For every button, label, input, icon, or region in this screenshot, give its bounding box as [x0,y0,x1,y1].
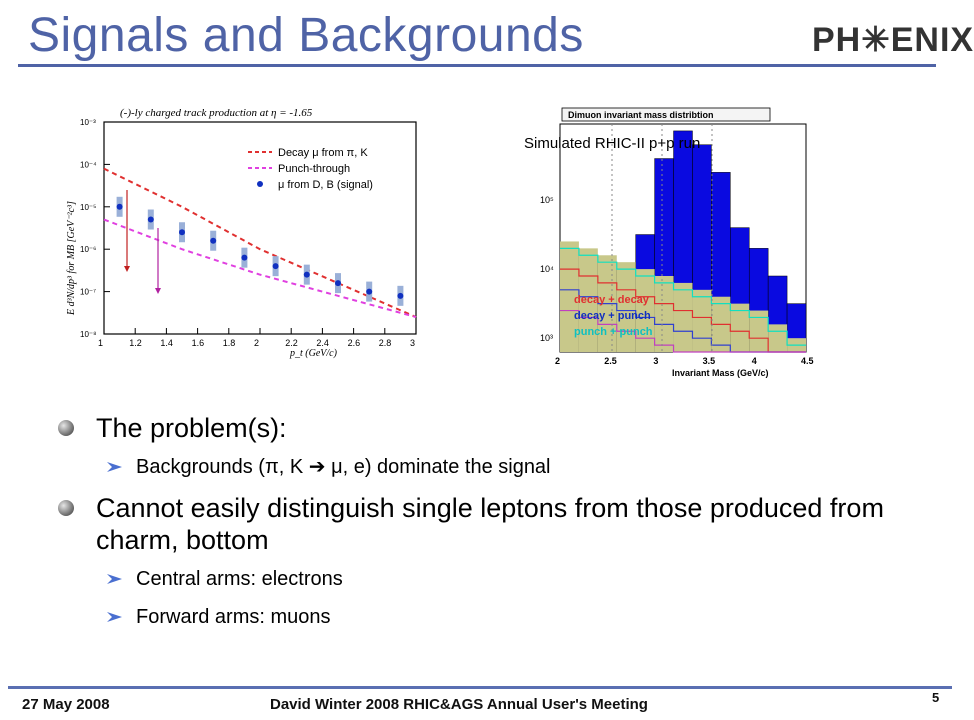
background-bin [655,276,674,352]
x-axis-label: p_t (GeV/c) [290,348,337,359]
legend-punch: Punch-through [278,163,351,175]
signal-point [117,204,123,210]
hist-y-tick-label: 10⁵ [540,195,554,205]
background-bin [617,262,636,352]
hist-annotation: Simulated RHIC-II p+p run [524,135,701,152]
arrow-bullet-icon [106,461,124,473]
footer-meeting: David Winter 2008 RHIC&AGS Annual User's Meeting [270,696,648,713]
sub-bullet-1-1: Backgrounds (π, K ➔ μ, e) dominate the signal [58,454,938,480]
bullet-1: The problem(s): [58,412,938,444]
bullet-list [58,412,938,642]
y-axis-label: E d³N/dp³ for MB [GeV⁻²c³] [66,201,77,315]
signal-point [210,238,216,244]
hist-legend-dd: decay + decay [574,294,649,306]
slide-title: Signals and Backgrounds [28,9,584,62]
hist-x-tick-label: 4 [751,356,757,366]
dimuon-mass-svg [512,98,812,380]
sub-bullet-2-2: Forward arms: muons [58,604,938,630]
dimuon-mass-plot [512,98,812,380]
page-number: 5 [932,690,940,705]
arrow-bullet-icon [106,573,124,585]
x-tick-label: 2 [254,338,260,348]
x-tick-label: 1.6 [191,338,205,348]
signal-point [179,229,185,235]
arrow-bullet-icon [106,611,124,623]
y-tick-label: 10⁻⁶ [80,245,97,255]
background-bin [749,311,768,352]
title-underline [18,64,936,67]
hist-x-tick-label: 3 [653,356,659,366]
hist-y-tick-label: 10³ [540,333,554,344]
signal-point [335,280,341,286]
x-tick-label: 1 [98,338,104,348]
track-production-svg [60,100,422,362]
hist-legend-dp: decay + punch [574,310,651,322]
hist-x-tick-label: 3.5 [702,356,716,366]
background-bin [692,290,711,352]
signal-point [366,289,372,295]
x-tick-label: 2.2 [285,338,298,348]
hist-legend-pp: punch + punch [574,326,653,338]
signal-point [273,263,279,269]
y-tick-label: 10⁻⁴ [80,160,97,170]
bullet-dot-icon [58,500,74,516]
signal-point [304,272,310,278]
sub-bullet-2-1: Central arms: electrons [58,566,938,592]
plot-title: (-)-ly charged track production at η = -1.65 [120,107,313,119]
background-bin [768,324,787,352]
x-tick-label: 2.6 [347,338,361,348]
y-tick-label: 10⁻⁵ [80,202,97,212]
bullet-dot-icon [58,420,74,436]
signal-point [241,255,247,261]
signal-point [397,293,403,299]
hist-title: Dimuon invariant mass distribtion [568,110,714,120]
hist-x-tick-label: 2 [555,356,561,366]
hist-y-tick-label: 10⁴ [540,264,554,275]
phenix-logo: PH✳ENIX [812,21,974,59]
hist-x-label: Invariant Mass (GeV/c) [672,368,769,378]
y-tick-label: 10⁻³ [80,118,96,127]
footer-rule [8,686,952,689]
hist-x-tick-label: 4.5 [801,356,814,366]
hist-x-tick-label: 2.5 [604,356,617,366]
bullet-2: Cannot easily distinguish single leptons from those produced from charm, bottom [58,492,938,556]
legend-signal: μ from D, B (signal) [278,179,373,191]
x-tick-label: 2.4 [316,338,329,348]
legend-decay: Decay μ from π, K [278,147,368,159]
y-tick-label: 10⁻⁸ [80,330,97,339]
x-tick-label: 1.8 [222,338,236,348]
background-bin [674,283,693,352]
x-tick-label: 2.8 [378,338,392,348]
x-tick-label: 1.2 [129,338,142,348]
y-tick-label: 10⁻⁷ [80,287,97,297]
track-production-plot [60,100,422,362]
x-tick-label: 3 [410,338,416,348]
footer-date: 27 May 2008 [22,696,110,713]
x-tick-label: 1.4 [160,338,173,348]
signal-point [148,217,154,223]
